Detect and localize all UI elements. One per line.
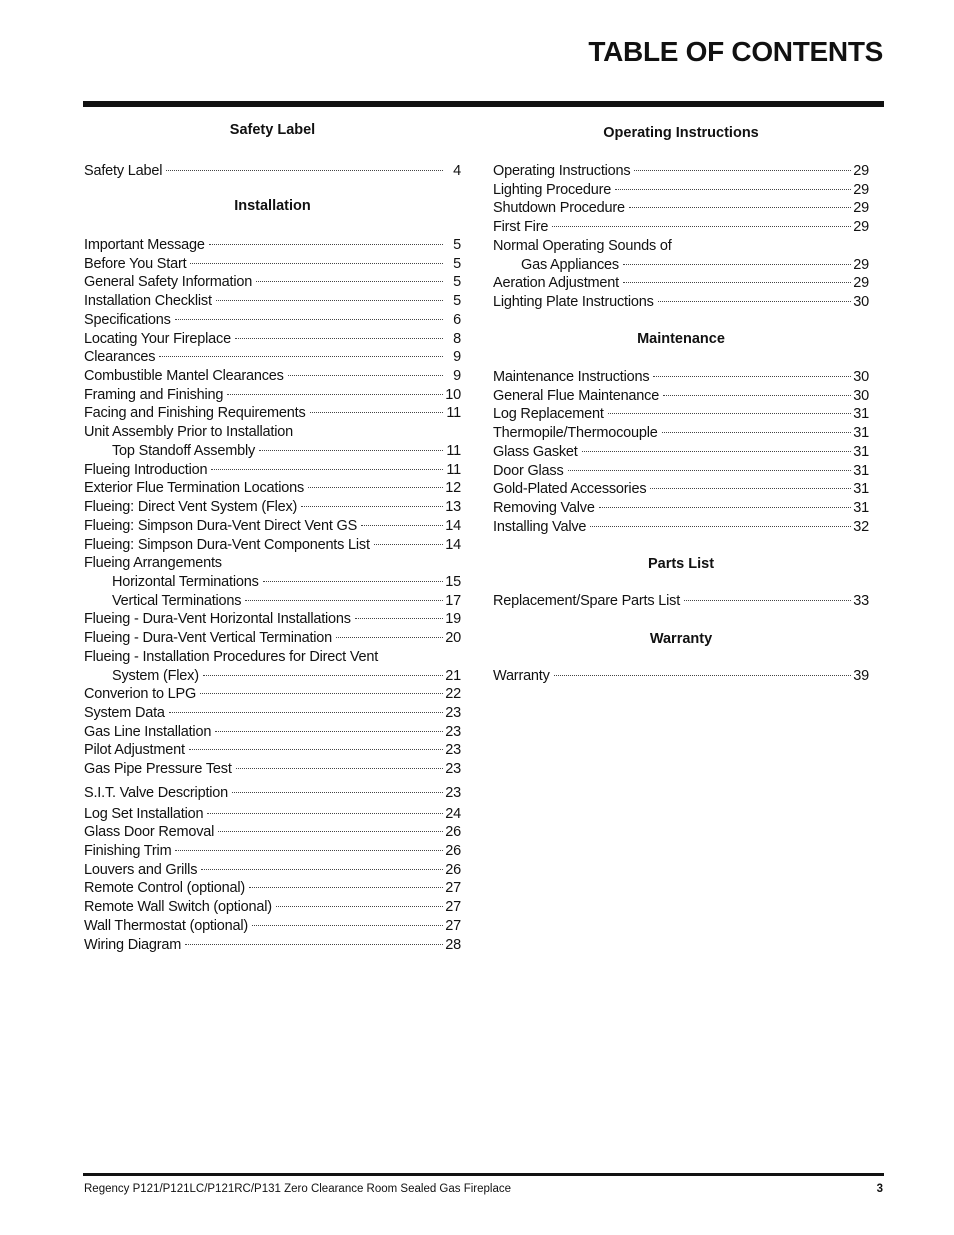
toc-entry-page: 30 [853, 369, 869, 385]
toc-entry-title: Gas Pipe Pressure Test [84, 761, 232, 778]
toc-entry-page: 27 [445, 917, 461, 934]
toc-entry-page: 27 [445, 899, 461, 916]
dot-leader [159, 356, 443, 357]
toc-entry[interactable] [493, 592, 869, 610]
toc-entry[interactable] [84, 367, 461, 385]
dot-leader [245, 600, 443, 601]
footer-divider [83, 1173, 884, 1176]
toc-entry[interactable] [84, 348, 461, 366]
section-heading: Operating Instructions [603, 125, 759, 141]
dot-leader [615, 189, 851, 190]
toc-entry[interactable] [493, 368, 869, 386]
toc-entry-page: 23 [445, 723, 461, 740]
toc-entry[interactable] [493, 462, 869, 480]
toc-entry[interactable] [84, 784, 461, 802]
toc-entry-title: Lighting Procedure [493, 181, 612, 198]
toc-entry-title: Locating Your Fireplace [84, 330, 231, 347]
dot-leader [256, 281, 443, 282]
dot-leader [175, 850, 443, 851]
toc-entry[interactable] [84, 498, 461, 516]
toc-entry[interactable] [493, 518, 869, 536]
dot-leader [336, 637, 443, 638]
toc-entry-title: Wiring Diagram [84, 936, 182, 953]
toc-entry-title: Installation Checklist [84, 293, 212, 310]
toc-entry[interactable] [84, 805, 461, 823]
toc-entry-title: Flueing - Installation Procedures for Direct Vent [84, 648, 379, 665]
toc-entry-title: Log Replacement [493, 406, 604, 423]
toc-entry[interactable] [84, 629, 461, 647]
toc-entry[interactable] [493, 181, 869, 199]
dot-leader [308, 487, 443, 488]
toc-entry-title: First Fire [493, 219, 549, 236]
toc-entry-title: Exterior Flue Termination Locations [84, 480, 305, 497]
toc-entry-page: 11 [446, 405, 461, 422]
toc-entry[interactable] [84, 536, 461, 554]
toc-entry[interactable] [493, 424, 869, 442]
dot-leader [650, 488, 851, 489]
toc-entry-page: 29 [853, 200, 869, 217]
toc-entry-page: 14 [445, 517, 461, 534]
toc-entry-title: Finishing Trim [84, 843, 172, 860]
toc-entry-title: Replacement/Spare Parts List [493, 593, 681, 609]
toc-entry-title: Normal Operating Sounds of [493, 237, 672, 254]
dot-leader [227, 394, 443, 395]
toc-entry[interactable] [84, 842, 461, 860]
toc-entry-title: Flueing - Dura-Vent Vertical Termination [84, 630, 333, 647]
toc-entry[interactable] [84, 610, 461, 628]
toc-entry[interactable] [84, 592, 461, 610]
toc-entry-title: Important Message [84, 237, 205, 253]
toc-entry[interactable] [493, 218, 869, 236]
toc-entry[interactable] [84, 648, 461, 666]
toc-entry-title: S.I.T. Valve Description [84, 784, 229, 801]
toc-entry-title: Operating Instructions [493, 163, 631, 179]
toc-entry[interactable] [493, 237, 869, 255]
dot-leader [684, 600, 851, 601]
toc-entry-title: Clearances [84, 349, 156, 366]
toc-entry-page: 19 [445, 611, 461, 628]
dot-leader [662, 432, 851, 433]
toc-entry-page: 11 [446, 461, 461, 478]
toc-entry-page: 26 [445, 824, 461, 841]
toc-entry-page: 28 [445, 936, 461, 953]
toc-entry[interactable] [84, 311, 461, 329]
section-heading: Safety Label [229, 122, 316, 138]
dot-leader [658, 301, 851, 302]
toc-entry[interactable] [84, 685, 461, 703]
toc-entry-title: Shutdown Procedure [493, 200, 625, 217]
toc-entry-page: 26 [445, 861, 461, 878]
toc-entry-page: 23 [445, 784, 461, 801]
footer-product-name: Regency P121/P121LC/P121RC/P131 Zero Clearance Room Sealed Gas Fireplace [84, 1183, 512, 1195]
dot-leader [216, 300, 443, 301]
toc-entry-page: 23 [445, 761, 461, 778]
toc-entry-page: 39 [853, 668, 869, 684]
toc-entry-page: 14 [445, 536, 461, 553]
toc-entry[interactable] [493, 667, 869, 685]
dot-leader [249, 887, 443, 888]
toc-entry-title: Horizontal Terminations [112, 573, 259, 590]
toc-entry[interactable] [84, 741, 461, 759]
toc-entry-page: 30 [853, 387, 869, 404]
dot-leader [207, 813, 443, 814]
toc-entry-page: 5 [453, 274, 461, 291]
toc-entry[interactable] [84, 479, 461, 497]
dot-leader [169, 712, 443, 713]
toc-entry[interactable] [493, 293, 869, 311]
dot-leader [252, 925, 443, 926]
toc-entry-page: 13 [445, 499, 461, 516]
toc-entry-page: 9 [453, 349, 461, 366]
toc-entry[interactable] [84, 292, 461, 310]
toc-entry-page: 33 [853, 593, 869, 609]
toc-entry-page: 29 [853, 219, 869, 236]
footer-page-number: 3 [876, 1183, 883, 1195]
toc-entry-title: Flueing Introduction [84, 461, 208, 478]
toc-entry[interactable] [84, 162, 461, 180]
toc-entry-title: Unit Assembly Prior to Installation [84, 424, 293, 441]
dot-leader [552, 226, 851, 227]
dot-leader [310, 412, 444, 413]
toc-entry-page: 4 [453, 163, 461, 179]
toc-entry-title: Framing and Finishing [84, 386, 224, 403]
toc-entry[interactable] [84, 667, 461, 685]
toc-entry-page: 31 [853, 406, 869, 423]
section-heading: Installation [234, 198, 311, 214]
toc-entry[interactable] [493, 256, 869, 274]
toc-entry[interactable] [84, 704, 461, 722]
dot-leader [361, 525, 443, 526]
toc-entry-title: Aeration Adjustment [493, 275, 619, 292]
toc-entry[interactable] [493, 199, 869, 217]
toc-entry[interactable] [84, 573, 461, 591]
toc-entry-title: Gas Line Installation [84, 723, 212, 740]
dot-leader [288, 375, 443, 376]
toc-entry-page: 31 [853, 500, 869, 517]
toc-entry-page: 29 [853, 256, 869, 273]
toc-entry-title: Installing Valve [493, 518, 587, 535]
toc-entry-page: 26 [445, 843, 461, 860]
toc-entry-page: 21 [445, 667, 461, 684]
toc-entry[interactable] [84, 461, 461, 479]
toc-entry-page: 32 [853, 518, 869, 535]
dot-leader [203, 675, 443, 676]
toc-entry[interactable] [84, 879, 461, 897]
toc-entry-title: Flueing: Simpson Dura-Vent Direct Vent GS [84, 517, 358, 534]
dot-leader [599, 507, 851, 508]
dot-leader [276, 906, 443, 907]
toc-entry-title: System (Flex) [112, 667, 199, 684]
toc-entry-title: Combustible Mantel Clearances [84, 368, 284, 385]
toc-entry[interactable] [84, 236, 461, 254]
toc-entry-page: 29 [853, 163, 869, 179]
section-heading: Maintenance [637, 331, 725, 347]
toc-entry[interactable] [84, 823, 461, 841]
toc-entry-page: 30 [853, 294, 869, 311]
toc-entry[interactable] [493, 162, 869, 180]
toc-entry-page: 8 [453, 330, 461, 347]
dot-leader [201, 869, 443, 870]
dot-leader [568, 470, 851, 471]
dot-leader [663, 395, 851, 396]
toc-entry-page: 31 [853, 443, 869, 460]
top-divider [83, 101, 884, 107]
toc-entry-page: 27 [445, 880, 461, 897]
toc-entry-page: 5 [453, 293, 461, 310]
toc-entry[interactable] [493, 499, 869, 517]
dot-leader [355, 618, 443, 619]
toc-entry-title: Flueing: Simpson Dura-Vent Components List [84, 536, 370, 553]
toc-entry[interactable] [84, 723, 461, 741]
toc-entry-page: 23 [445, 705, 461, 721]
toc-entry-title: Remote Wall Switch (optional) [84, 899, 272, 916]
dot-leader [215, 731, 443, 732]
toc-entry-title: Vertical Terminations [112, 592, 242, 609]
toc-entry-page: 5 [453, 237, 461, 253]
toc-entry-page: 20 [445, 630, 461, 647]
toc-entry[interactable] [84, 442, 461, 460]
page-title: TABLE OF CONTENTS [588, 36, 883, 67]
toc-entry-page: 29 [853, 181, 869, 198]
toc-entry-page: 6 [453, 311, 461, 328]
dot-leader [653, 376, 851, 377]
toc-entry-title: Remote Control (optional) [84, 880, 246, 897]
dot-leader [236, 768, 443, 769]
dot-leader [582, 451, 851, 452]
section-heading: Warranty [649, 631, 713, 647]
toc-entry-title: Louvers and Grills [84, 861, 198, 878]
dot-leader [634, 170, 851, 171]
dot-leader [259, 450, 443, 451]
toc-entry-title: General Safety Information [84, 274, 253, 291]
toc-entry[interactable] [493, 387, 869, 405]
dot-leader [590, 526, 851, 527]
toc-entry-title: Door Glass [493, 462, 564, 479]
toc-entry[interactable] [84, 861, 461, 879]
dot-leader [301, 506, 443, 507]
toc-entry-title: Safety Label [84, 163, 163, 179]
dot-leader [232, 792, 443, 793]
toc-entry-title: Facing and Finishing Requirements [84, 405, 306, 422]
toc-entry[interactable] [84, 330, 461, 348]
toc-entry-title: Gas Appliances [521, 256, 619, 273]
toc-entry-page: 31 [853, 481, 869, 498]
dot-leader [189, 749, 443, 750]
toc-entry[interactable] [84, 917, 461, 935]
dot-leader [374, 544, 443, 545]
dot-leader [211, 469, 443, 470]
toc-entry-page: 9 [453, 368, 461, 385]
toc-entry-title: Gold-Plated Accessories [493, 481, 647, 498]
toc-entry[interactable] [84, 517, 461, 535]
toc-entry[interactable] [84, 423, 461, 441]
toc-entry-page: 10 [445, 386, 461, 403]
section-heading: Parts List [647, 556, 715, 572]
toc-entry-title: Maintenance Instructions [493, 369, 650, 385]
toc-entry-page: 12 [445, 480, 461, 497]
toc-entry-title: Glass Door Removal [84, 824, 215, 841]
toc-entry-title: Flueing Arrangements [84, 555, 222, 572]
dot-leader [629, 207, 851, 208]
toc-entry-page: 24 [445, 805, 461, 822]
dot-leader [623, 264, 851, 265]
dot-leader [608, 413, 851, 414]
toc-entry[interactable] [84, 760, 461, 778]
dot-leader [235, 338, 443, 339]
toc-entry-title: Specifications [84, 311, 171, 328]
toc-entry-page: 22 [445, 686, 461, 703]
toc-entry[interactable] [84, 554, 461, 572]
toc-entry-title: Lighting Plate Instructions [493, 294, 654, 311]
toc-entry-title: Removing Valve [493, 500, 595, 517]
toc-entry[interactable] [84, 404, 461, 422]
toc-entry[interactable] [493, 443, 869, 461]
dot-leader [623, 282, 851, 283]
toc-entry-title: Converion to LPG [84, 686, 197, 703]
toc-entry-page: 23 [445, 742, 461, 759]
dot-leader [200, 693, 443, 694]
toc-entry-title: Glass Gasket [493, 443, 578, 460]
toc-entry[interactable] [84, 386, 461, 404]
toc-entry[interactable] [493, 274, 869, 292]
toc-entry-page: 5 [453, 255, 461, 272]
toc-entry-title: Flueing - Dura-Vent Horizontal Installations [84, 611, 351, 628]
toc-entry[interactable] [84, 898, 461, 916]
toc-entry[interactable] [84, 936, 461, 954]
dot-leader [263, 581, 443, 582]
dot-leader [218, 831, 443, 832]
dot-leader [554, 675, 851, 676]
dot-leader [209, 244, 443, 245]
dot-leader [190, 263, 443, 264]
dot-leader [175, 319, 443, 320]
toc-entry[interactable] [493, 405, 869, 423]
toc-entry-title: Thermopile/Thermocouple [493, 425, 658, 442]
toc-entry-title: Before You Start [84, 255, 187, 272]
toc-entry-page: 29 [853, 275, 869, 292]
toc-entry-title: General Flue Maintenance [493, 387, 660, 404]
toc-entry[interactable] [84, 255, 461, 273]
toc-entry-title: Pilot Adjustment [84, 742, 185, 759]
toc-entry-title: Warranty [493, 668, 550, 684]
toc-entry[interactable] [493, 480, 869, 498]
toc-entry-page: 11 [446, 442, 461, 459]
dot-leader [166, 170, 443, 171]
toc-entry-page: 31 [853, 425, 869, 442]
toc-entry-title: Log Set Installation [84, 805, 204, 822]
toc-entry-page: 15 [445, 573, 461, 590]
toc-entry-title: System Data [84, 705, 165, 721]
toc-entry-title: Top Standoff Assembly [112, 442, 256, 459]
dot-leader [185, 944, 443, 945]
toc-entry-page: 17 [445, 592, 461, 609]
toc-entry-title: Flueing: Direct Vent System (Flex) [84, 499, 298, 516]
toc-entry-title: Wall Thermostat (optional) [84, 917, 249, 934]
toc-entry-page: 31 [853, 462, 869, 479]
toc-entry[interactable] [84, 273, 461, 291]
